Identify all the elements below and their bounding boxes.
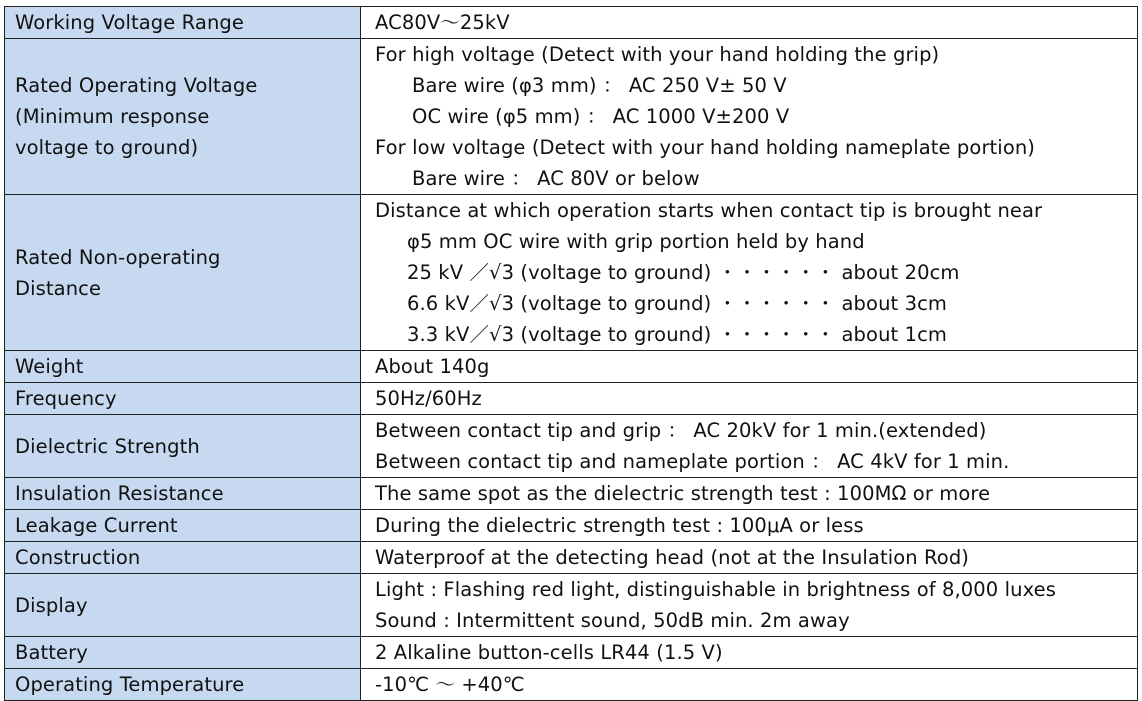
- spec-value-cell: [361, 415, 1138, 478]
- spec-value: -10℃ ～ +40℃: [375, 673, 525, 696]
- spec-label: Display: [15, 593, 88, 617]
- spec-value-cell: [361, 637, 1138, 669]
- spec-label-cell: [5, 415, 361, 478]
- spec-value: 50Hz/60Hz: [375, 387, 482, 410]
- spec-label: Operating Temperature: [15, 673, 245, 696]
- spec-value: Between contact tip and nameplate portion ： AC 4kV for 1 min.: [375, 450, 1010, 473]
- spec-value: 25 kV ／√3 (voltage to ground) ・・・・・・ about 20cm: [407, 261, 960, 284]
- spec-label-cell: [5, 39, 361, 195]
- spec-label: Construction: [15, 546, 141, 569]
- spec-table-body: [5, 7, 1138, 701]
- spec-row: [5, 542, 1138, 574]
- spec-row: [5, 383, 1138, 415]
- spec-label-cell: [5, 478, 361, 510]
- spec-label-cell: [5, 542, 361, 574]
- spec-value-cell: [361, 383, 1138, 415]
- spec-label: Weight: [15, 355, 84, 378]
- spec-value-cell: [361, 195, 1138, 351]
- spec-label-cell: [5, 637, 361, 669]
- spec-row: [5, 510, 1138, 542]
- spec-row: [5, 478, 1138, 510]
- spec-label: Working Voltage Range: [15, 11, 244, 34]
- spec-row: [5, 637, 1138, 669]
- spec-value: 3.3 kV／√3 (voltage to ground) ・・・・・・ about 1cm: [407, 323, 947, 346]
- spec-label: Battery: [15, 641, 88, 664]
- spec-row: [5, 39, 1138, 195]
- spec-row: [5, 415, 1138, 478]
- spec-value: OC wire (φ5 mm) ： AC 1000 V±200 V: [412, 105, 790, 128]
- spec-value: For low voltage (Detect with your hand holding nameplate portion): [375, 136, 1036, 159]
- spec-value: For high voltage (Detect with your hand holding the grip): [375, 43, 940, 66]
- spec-value: AC80V〜25kV: [375, 11, 510, 34]
- spec-label-cell: [5, 383, 361, 415]
- spec-value: Distance at which operation starts when contact tip is brought near: [375, 199, 1043, 222]
- spec-value-cell: [361, 574, 1138, 637]
- spec-label-cell: [5, 195, 361, 351]
- spec-label: Insulation Resistance: [15, 482, 224, 505]
- spec-value-cell: [361, 510, 1138, 542]
- spec-value: The same spot as the dielectric strength test : 100MΩ or more: [375, 482, 991, 505]
- spec-value: 6.6 kV／√3 (voltage to ground) ・・・・・・ about 3cm: [407, 292, 947, 315]
- spec-value: Between contact tip and grip ： AC 20kV for 1 min.(extended): [375, 419, 987, 442]
- spec-label: (Minimum response: [15, 105, 210, 128]
- spec-label-cell: [5, 510, 361, 542]
- spec-value-cell: [361, 7, 1138, 39]
- spec-value-cell: [361, 39, 1138, 195]
- spec-label-cell: [5, 351, 361, 383]
- spec-value: Sound : Intermittent sound, 50dB min. 2m away: [375, 609, 850, 632]
- spec-value: During the dielectric strength test : 100μA or less: [375, 514, 864, 537]
- spec-row: [5, 351, 1138, 383]
- spec-table: [4, 6, 1138, 701]
- spec-label: Rated Non-operating: [15, 245, 221, 269]
- spec-label: Leakage Current: [15, 514, 178, 537]
- spec-row: [5, 195, 1138, 351]
- spec-value: Bare wire ： AC 80V or below: [412, 167, 700, 190]
- spec-value: φ5 mm OC wire with grip portion held by hand: [407, 230, 865, 253]
- spec-label: Frequency: [15, 387, 117, 410]
- spec-label-cell: [5, 7, 361, 39]
- spec-value: About 140g: [375, 355, 490, 378]
- spec-label-cell: [5, 669, 361, 701]
- spec-value: Light : Flashing red light, distinguishable in brightness of 8,000 luxes: [375, 578, 1056, 601]
- spec-row: [5, 574, 1138, 637]
- spec-label: Dielectric Strength: [15, 434, 200, 458]
- spec-value-cell: [361, 669, 1138, 701]
- spec-label: Rated Operating Voltage: [15, 74, 258, 97]
- spec-label-cell: [5, 574, 361, 637]
- spec-row: [5, 7, 1138, 39]
- spec-value-cell: [361, 542, 1138, 574]
- spec-value: Waterproof at the detecting head (not at the Insulation Rod): [375, 546, 970, 569]
- spec-value: Bare wire (φ3 mm) ： AC 250 V± 50 V: [412, 74, 787, 97]
- spec-value-cell: [361, 351, 1138, 383]
- spec-label: Distance: [15, 276, 102, 300]
- spec-value: 2 Alkaline button-cells LR44 (1.5 V): [375, 641, 723, 664]
- spec-label: voltage to ground): [15, 136, 199, 159]
- spec-row: [5, 669, 1138, 701]
- spec-value-cell: [361, 478, 1138, 510]
